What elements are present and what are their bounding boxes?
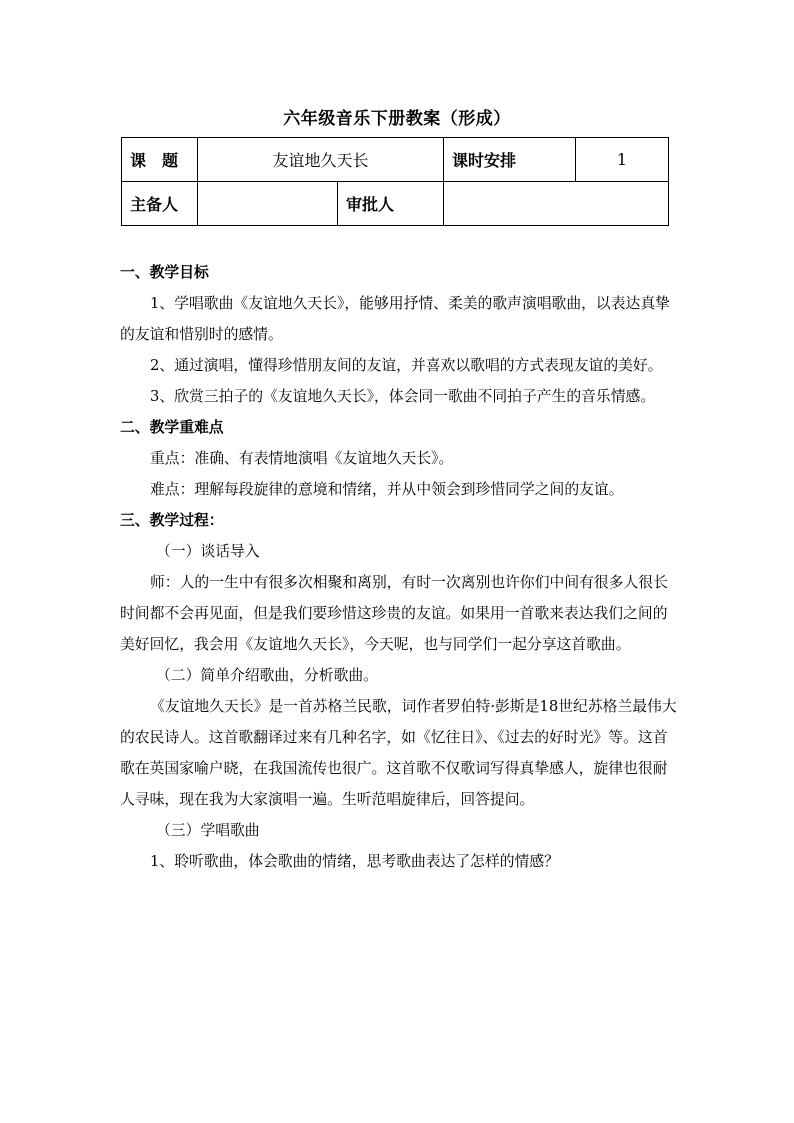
- key-point: 重点：准确、有表情地演唱《友谊地久天长》。: [150, 450, 454, 467]
- lesson-info-table: [121, 137, 669, 226]
- hours-label: 课时安排: [444, 138, 576, 182]
- key-points-heading: 二、教学重难点: [120, 419, 224, 436]
- topic-value: 友谊地久天长: [198, 138, 444, 182]
- goal-item: 3、欣赏三拍子的《友谊地久天长》，体会同一歌曲不同拍子产生的音乐情感。: [150, 388, 656, 405]
- step-heading: （二）简单介绍歌曲，分析歌曲。: [156, 667, 378, 684]
- step-text: 师：人的一生中有很多次相聚和离别，有时一次离别也许你们中间有很多人很长时间都不会再见面，但是我们要珍惜这珍贵的友谊。如果用一首歌来表达我们之间的美好回忆，我会用《友谊地久天长》，今天呢，也与同学们一起分享这首歌曲。: [120, 574, 668, 653]
- approver-value: [444, 182, 669, 226]
- table-row: [122, 182, 669, 226]
- preparer-label: 主备人: [122, 182, 198, 226]
- table-row: [122, 138, 669, 182]
- goal-item: 2、通过演唱，懂得珍惜朋友间的友谊，并喜欢以歌唱的方式表现友谊的美好。: [150, 357, 663, 374]
- hours-value: 1: [576, 138, 669, 182]
- topic-label: 课 题: [122, 138, 198, 182]
- process-heading: 三、教学过程：: [120, 512, 224, 529]
- difficult-point: 难点：理解每段旋律的意境和情绪，并从中领会到珍惜同学之间的友谊。: [150, 481, 624, 498]
- step-heading: （一）谈话导入: [156, 543, 260, 560]
- lesson-content: [120, 257, 678, 877]
- step-item: 1、聆听歌曲，体会歌曲的情绪，思考歌曲表达了怎样的情感？: [150, 853, 559, 870]
- goal-item: 1、学唱歌曲《友谊地久天长》，能够用抒情、柔美的歌声演唱歌曲，以表达真挚的友谊和惜别时的感情。: [120, 295, 670, 343]
- step-text: 《友谊地久天长》是一首苏格兰民歌，词作者罗伯特·彭斯是18世纪苏格兰最伟大的农民诗人。这首歌翻译过来有几种名字，如《忆往日》、《过去的好时光》等。这首歌在英国家喻户晓，在我国流传也很广。这首歌不仅歌词写得真挚感人，旋律也很耐人寻味，现在我为大家演唱一遍。生听范唱旋律后，回答提问。: [120, 698, 677, 808]
- page-title: 六年级音乐下册教案（形成）: [283, 109, 511, 129]
- step-heading: （三）学唱歌曲: [156, 822, 260, 839]
- approver-label: 审批人: [338, 182, 444, 226]
- preparer-value: [198, 182, 338, 226]
- goals-heading: 一、教学目标: [120, 264, 209, 281]
